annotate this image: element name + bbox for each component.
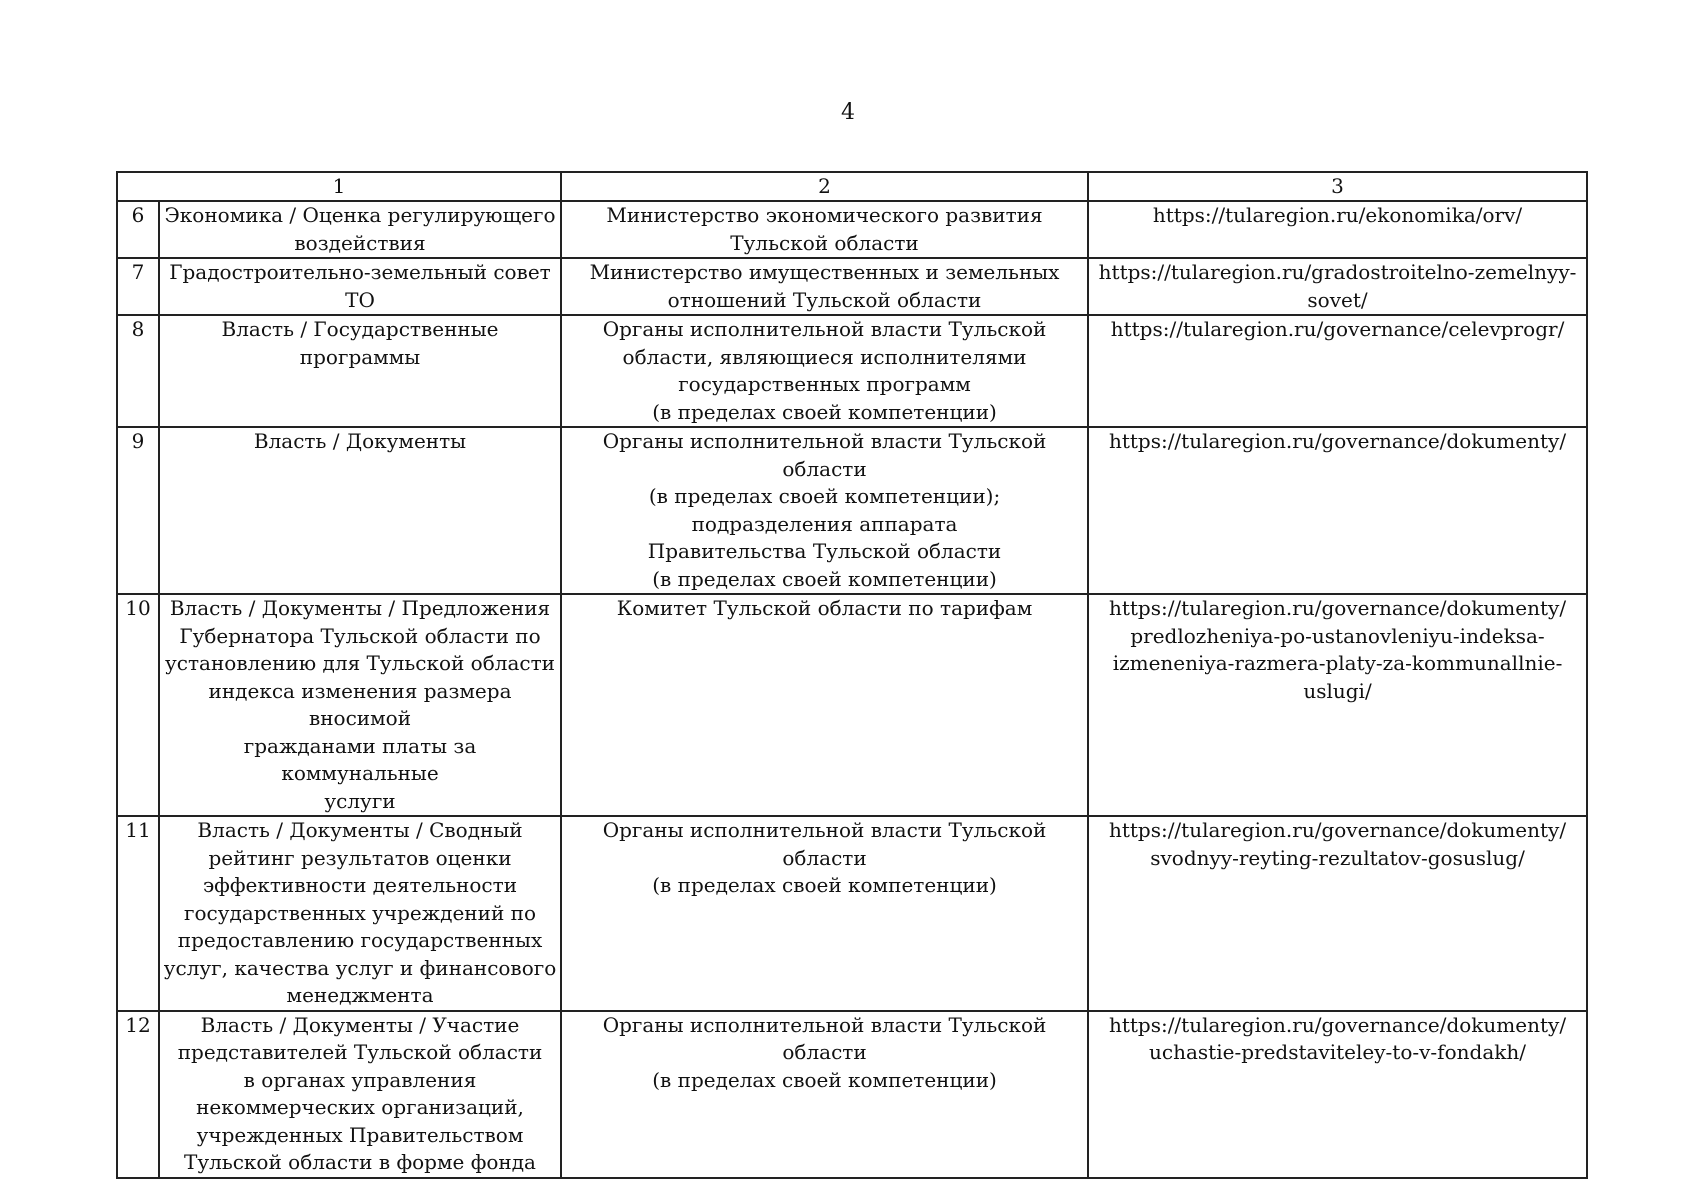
table-row — [117, 258, 1587, 315]
url-cell[interactable]: https://tularegion.ru/governance/dokumenty/ uchastie-predstaviteley-to-v-fondakh/ — [1088, 1011, 1587, 1178]
row-number: 12 — [117, 1011, 159, 1178]
header-col-2: 2 — [561, 172, 1088, 201]
section-cell: Власть / Государственные программы — [159, 315, 561, 427]
responsible-cell: Министерство экономического развития Тульской области — [561, 201, 1088, 258]
url-cell[interactable]: https://tularegion.ru/governance/dokumenty/ — [1088, 427, 1587, 594]
url-cell[interactable]: https://tularegion.ru/gradostroitelno-zemelnyy- sovet/ — [1088, 258, 1587, 315]
row-number: 10 — [117, 594, 159, 816]
responsible-cell: Органы исполнительной власти Тульской области (в пределах своей компетенции) — [561, 816, 1088, 1011]
header-col-1: 1 — [117, 172, 561, 201]
section-cell: Власть / Документы / Участие представителей Тульской области в органах управления некоммерческих организаций, учрежденных Правительством Тульской области в форме фонда — [159, 1011, 561, 1178]
header-col-3: 3 — [1088, 172, 1587, 201]
section-cell: Экономика / Оценка регулирующего воздействия — [159, 201, 561, 258]
responsible-cell: Комитет Тульской области по тарифам — [561, 594, 1088, 816]
url-cell[interactable]: https://tularegion.ru/ekonomika/orv/ — [1088, 201, 1587, 258]
section-cell: Власть / Документы / Предложения Губернатора Тульской области по установлению для Тульской области индекса изменения размера вносимой гражданами платы за коммунальные услуги — [159, 594, 561, 816]
page-number: 4 — [841, 100, 855, 125]
responsible-cell: Министерство имущественных и земельных отношений Тульской области — [561, 258, 1088, 315]
table-row — [117, 427, 1587, 594]
url-cell[interactable]: https://tularegion.ru/governance/dokumenty/ predlozheniya-po-ustanovleniyu-indeksa- izmeneniya-razmera-platy-za-kommunallnie- uslugi/ — [1088, 594, 1587, 816]
row-number: 9 — [117, 427, 159, 594]
row-number: 8 — [117, 315, 159, 427]
responsible-cell: Органы исполнительной власти Тульской области (в пределах своей компетенции); подразделения аппарата Правительства Тульской области (в пределах своей компетенции) — [561, 427, 1088, 594]
responsible-cell: Органы исполнительной власти Тульской области, являющиеся исполнителями государственных программ (в пределах своей компетенции) — [561, 315, 1088, 427]
resource-table — [116, 171, 1588, 1179]
row-number: 6 — [117, 201, 159, 258]
table-row — [117, 201, 1587, 258]
table-row — [117, 1011, 1587, 1178]
responsible-cell: Органы исполнительной власти Тульской области (в пределах своей компетенции) — [561, 1011, 1088, 1178]
url-cell[interactable]: https://tularegion.ru/governance/dokumenty/ svodnyy-reyting-rezultatov-gosuslug/ — [1088, 816, 1587, 1011]
section-cell: Власть / Документы / Сводный рейтинг результатов оценки эффективности деятельности государственных учреждений по предоставлению государственных услуг, качества услуг и финансового менеджмента — [159, 816, 561, 1011]
table-row — [117, 816, 1587, 1011]
row-number: 11 — [117, 816, 159, 1011]
section-cell: Градостроительно-земельный совет ТО — [159, 258, 561, 315]
row-number: 7 — [117, 258, 159, 315]
url-cell[interactable]: https://tularegion.ru/governance/celevprogr/ — [1088, 315, 1587, 427]
table-header-row — [117, 172, 1587, 201]
section-cell: Власть / Документы — [159, 427, 561, 594]
table-row — [117, 315, 1587, 427]
table-row — [117, 594, 1587, 816]
